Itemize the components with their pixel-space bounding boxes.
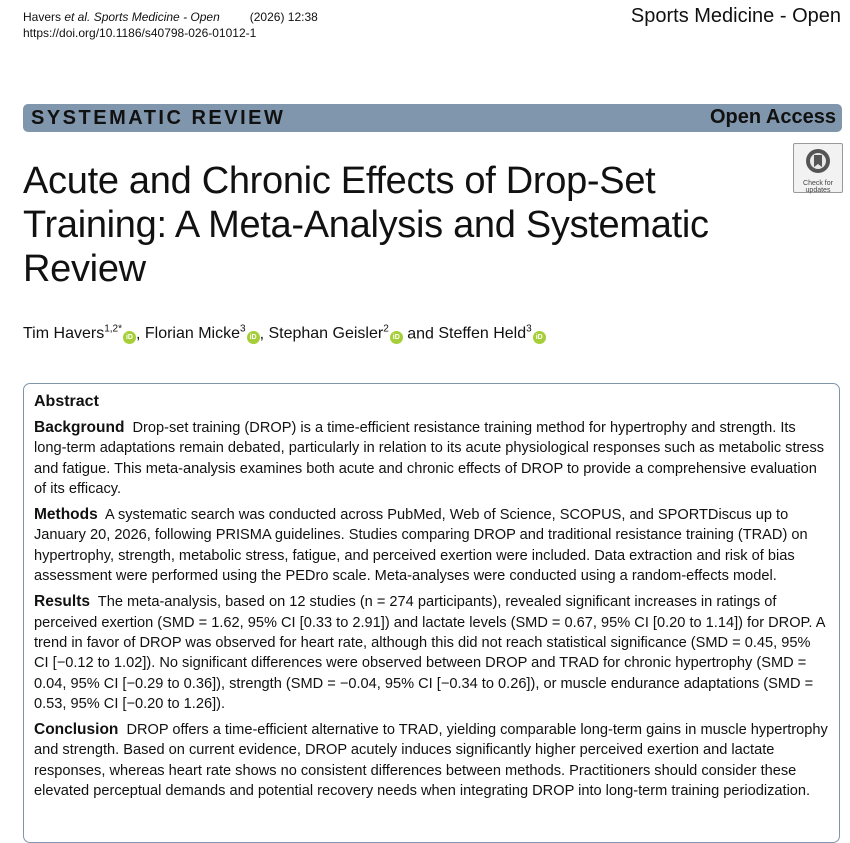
abstract-conclusion bbox=[34, 720, 829, 801]
section-label: Results bbox=[34, 593, 90, 611]
author-name: Steffen Held bbox=[438, 325, 527, 343]
citation-header bbox=[23, 9, 318, 41]
bookmark-icon bbox=[805, 148, 831, 174]
citation-year: (2026) 12:38 bbox=[249, 10, 318, 24]
orcid-icon[interactable]: iD bbox=[390, 331, 403, 344]
citation-journal: et al. Sports Medicine - Open bbox=[64, 10, 220, 24]
author-separator: and bbox=[402, 325, 439, 343]
orcid-icon[interactable]: iD bbox=[247, 331, 260, 344]
author-affiliation: 3 bbox=[240, 324, 246, 335]
author-name: Tim Havers bbox=[23, 325, 105, 343]
author-separator: , bbox=[259, 325, 269, 343]
abstract-results bbox=[34, 592, 829, 714]
orcid-icon[interactable]: iD bbox=[123, 331, 136, 344]
author-item[interactable] bbox=[438, 325, 545, 342]
article-type-banner bbox=[23, 104, 842, 132]
author-affiliation: 2 bbox=[383, 324, 389, 335]
author-list bbox=[23, 324, 546, 344]
section-label: Conclusion bbox=[34, 721, 119, 739]
abstract-heading: Abstract bbox=[34, 393, 99, 410]
author-affiliation: 1,2* bbox=[104, 324, 122, 335]
check-for-updates-button[interactable] bbox=[793, 143, 843, 193]
author-item[interactable] bbox=[145, 325, 260, 342]
section-text: DROP offers a time-efficient alternative to TRAD, yielding comparable long-term gains in muscle hypertrophy and strength. Based on current evidence, DROP acutely induces significantly higher perceived exertion and lactate responses, whereas heart rate shows no consistent differences between methods. Practitioners should consider these elevated perceptual demands and potential recovery needs when integrating DROP into long-term training periodization. bbox=[34, 722, 828, 800]
abstract-methods bbox=[34, 505, 829, 586]
section-text: A systematic search was conducted across PubMed, Web of Science, SCOPUS, and SPORTDiscus up to January 20, 2026, following PRISMA guidelines. Studies comparing DROP and traditional resistance training (TRAD) on hypertrophy, strength, metabolic stress, fatigue, and perceived exertion were included. Data extraction and risk of bias assessment were performed using the PEDro scale. Meta-analyses were conducted using a random-effects model. bbox=[34, 507, 808, 585]
abstract-box bbox=[23, 383, 840, 843]
orcid-icon[interactable]: iD bbox=[533, 331, 546, 344]
citation-authors: Havers bbox=[23, 10, 65, 24]
author-item[interactable] bbox=[268, 325, 402, 342]
journal-name: Sports Medicine - Open bbox=[630, 5, 841, 27]
section-label: Background bbox=[34, 419, 125, 436]
citation-line bbox=[23, 9, 318, 25]
article-type: SYSTEMATIC REVIEW bbox=[31, 107, 286, 129]
author-item[interactable] bbox=[23, 325, 136, 342]
section-text: The meta-analysis, based on 12 studies (n = 274 participants), revealed significant increases in ratings of perceived exertion (SMD = 1.62, 95% CI [0.33 to 2.91]) and lactate levels (SMD = 0.67, 95% CI [0.20 to 1.14]) for DROP. A trend in favor of DROP was observed for heart rate, although this did not reach statistical significance (SMD = 0.45, 95% CI [−0.12 to 1.02]). No significant differences were observed between DROP and TRAD for chronic hypertrophy (SMD = 0.04, 95% CI [−0.29 to 0.36]), strength (SMD = −0.04, 95% CI [−0.34 to 0.26]), or muscle endurance adaptations (SMD = 0.53, 95% CI [−0.20 to 1.26]). bbox=[34, 594, 825, 712]
author-name: Florian Micke bbox=[144, 325, 241, 343]
author-affiliation: 3 bbox=[526, 324, 532, 335]
section-label: Methods bbox=[34, 506, 98, 524]
author-name: Stephan Geisler bbox=[268, 325, 384, 343]
article-title: Acute and Chronic Effects of Drop-Set Training: A Meta-Analysis and Systematic Review bbox=[23, 160, 709, 290]
check-for-updates-label: Check for updates bbox=[803, 180, 833, 194]
doi-link[interactable]: https://doi.org/10.1186/s40798-026-01012-1 bbox=[23, 26, 257, 40]
section-text: Drop-set training (DROP) is a time-efficient resistance training method for hypertrophy and strength. Its long-term adaptations remain debated, particularly in relation to its acute physiological responses such as metabolic stress and fatigue. This meta-analysis examines both acute and chronic effects of DROP to provide a comprehensive evaluation of its efficacy. bbox=[34, 420, 825, 497]
author-separator: , bbox=[135, 325, 145, 343]
open-access-label: Open Access bbox=[710, 106, 836, 128]
abstract-background bbox=[34, 418, 829, 499]
